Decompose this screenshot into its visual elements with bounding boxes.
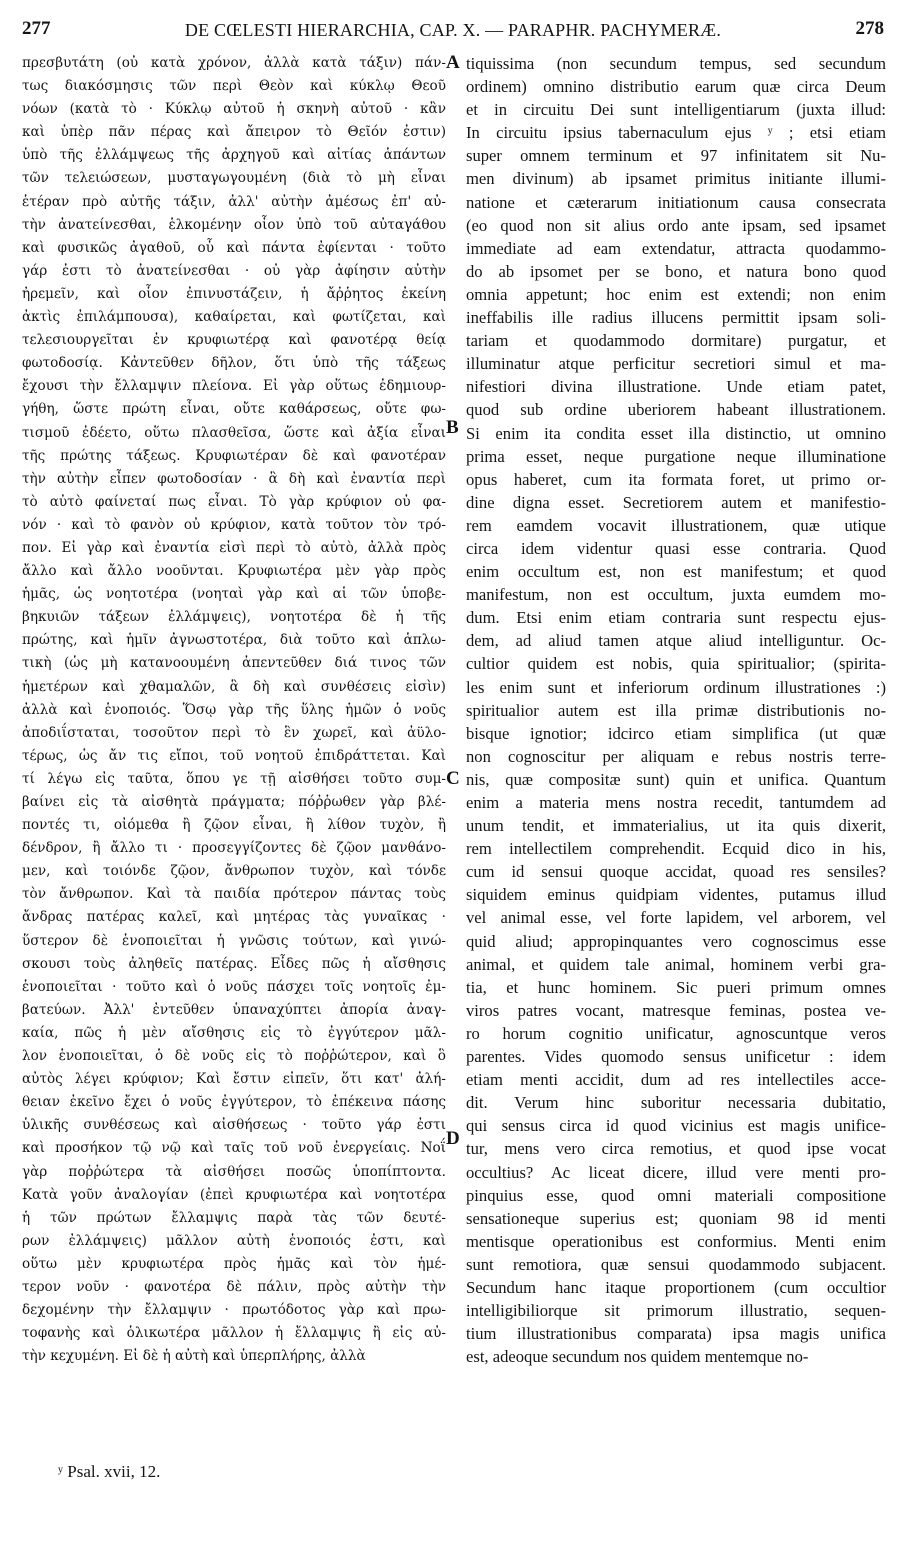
latin-text-line: nis, quæ compositæ sunt) quin et unifica. Quantum xyxy=(466,769,886,789)
latin-text-line: etiam menti accidit, dum ad res intellectiles acce- xyxy=(466,1070,886,1090)
running-title: DE CŒLESTI HIERARCHIA, CAP. X. — PARAPHR. PACHYMERÆ. xyxy=(184,20,722,40)
latin-text-line: tia, et hunc hominem. Sic pueri primum omnes xyxy=(466,977,886,997)
section-marker-b: B xyxy=(446,417,459,438)
greek-text-line: ἔχουσι τὴν ἔλλαμψιν πλείονα. Εἰ γὰρ οὕτως ἐδημιουρ- xyxy=(22,378,446,395)
latin-text-line: In circuitu ipsius tabernaculum ejus ʸ ; etsi etiam xyxy=(466,123,886,143)
greek-text-line: θειαν ἐκεῖνο ἔχει ὁ νοῦς ἐγγύτερον, τὸ ἐπέκεινα πάσης xyxy=(22,1094,446,1111)
greek-text-line: τί λέγω εἰς ταῦτα, ὅπου γε τῇ αἰσθήσει τοῦτο συμ- xyxy=(22,770,446,787)
latin-text-line: omnia appetunt; hoc enim est extendi; non enim xyxy=(466,284,886,304)
latin-text-line: vel animal esse, vel forte lapidem, vel arborem, vel xyxy=(466,908,886,928)
latin-text-line: sunt remotiora, quæ sensui quodammodo subjacent. xyxy=(466,1254,886,1274)
latin-text-line: non cognoscitur per aliquam e rebus nostris terre- xyxy=(466,746,886,766)
greek-text-line: τὴν κεχυμένη. Εἰ δὲ ἡ αὐτὴ καὶ ὑπερπλήρης, ἀλλὰ xyxy=(22,1348,366,1365)
latin-text-line: unum tendit, et immaterialius, ut ita quis dixerit, xyxy=(466,816,886,836)
greek-text-line: δεχομένην τὴν ἔλλαμψιν · πρωτόδοτος γὰρ καὶ πρω- xyxy=(22,1302,446,1319)
latin-text-line: rem eamdem vocavit illustrationem, quæ utique xyxy=(466,515,886,535)
latin-text-line: siquidem eminus quidpiam videntes, putamus illud xyxy=(466,885,886,905)
greek-text-line: καὶ φυσικῶς ἀγαθοῦ, οὗ καὶ πάντα ἐφίενται · τοῦτο xyxy=(22,239,446,256)
greek-text-line: ὕστερον δὲ ἑνοποιεῖται ἡ γνῶσις τούτων, καὶ γινώ- xyxy=(22,932,446,949)
greek-text-line: λον ἑνοποιεῖται, ὁ δὲ νοῦς εἰς τὸ ποῤῥώτερον, καὶ ὃ xyxy=(22,1048,446,1065)
greek-text-line: καὶ ὑπὲρ πᾶν πέρας καὶ ἄπειρον τὸ Θεῖόν ἐστιν) xyxy=(22,124,446,141)
greek-text-line: ἄλλο καὶ ἄλλο νοοῦνται. Κρυφιωτέρα μὲν γὰρ πρὸς xyxy=(22,563,446,580)
greek-text-line: νόων (κατὰ τὸ · Κύκλῳ αὐτοῦ ἡ σκηνὴ αὐτοῦ · κἂν xyxy=(22,101,446,118)
greek-text-line: τῶν τελειώσεων, μυσταγωγουμένη (διὰ τὸ μὴ εἶναι xyxy=(22,170,446,187)
latin-text-line: ineffabilis ille radius illucens permittit ipsam soli- xyxy=(466,308,886,328)
latin-text-line: tariam et quodammodo dormitare) purgatur, et xyxy=(466,331,886,351)
greek-text-line: ὑπὸ τῆς ἐλλάμψεως τῆς ἀρχηγοῦ καὶ αἰτίας ἁπάντων xyxy=(22,147,446,164)
greek-text-line: καία, πῶς ἡ μὲν αἴσθησις εἰς τὸ ἐγγύτερον μᾶλ- xyxy=(22,1024,446,1041)
section-marker-c: C xyxy=(446,768,460,789)
greek-text-line: γὰρ ποῤῥώτερα τὰ αἰσθήσει ποσῶς ὑποπίπτοντα. xyxy=(22,1163,446,1180)
latin-text-line: quid aliud; appropinquantes vero cognoscimus esse xyxy=(466,931,886,951)
greek-text-line: τὴν ἀνατείνεσθαι, ἑλκομένην οἷον ὑπὸ τοῦ αὐταγάθου xyxy=(22,216,446,233)
latin-text-line: mentisque operationibus est conformius. Menti enim xyxy=(466,1231,886,1251)
greek-text-line: οὕτω μὲν κρυφιωτέρα πρὸς ἡμᾶς καὶ τὸν ἡμέ- xyxy=(22,1255,446,1272)
greek-text-line: τὸ αὐτὸ φαίνεταί πως εἶναι. Τὸ γὰρ κρύφιον οὐ φα- xyxy=(22,493,446,510)
greek-text-line: αὐτὸς λέγει κρύφιον; Καὶ ἔστιν εἰπεῖν, ὅτι κατ' ἀλή- xyxy=(22,1071,446,1088)
greek-text-line: τισμοῦ ἐδέετο, οὕτω πλασθεῖσα, ὥστε καὶ ἀξία εἶναι xyxy=(22,424,446,441)
latin-text-line: (eo quod non sit alius ordo ante ipsam, sed ipsamet xyxy=(466,215,886,235)
latin-text-line: tium illustrationibus comparata) ipsa magis unifica xyxy=(466,1324,886,1344)
latin-text-line: qui sensus circa id quod vicinius est magis unifice- xyxy=(466,1116,886,1136)
latin-text-line: animal, et quidem tale animal, hominem verbi gra- xyxy=(466,954,886,974)
greek-text-line: ἑνοποιεῖται · τοῦτο καὶ ὁ νοῦς πάσχει τοῖς νοητοῖς ἐμ- xyxy=(22,978,446,995)
greek-column xyxy=(22,52,446,1452)
latin-text-line: pinquius esse, quod omni materiali compositione xyxy=(466,1185,886,1205)
latin-text-line: Secundum hanc itaque proportionem (cum occultior xyxy=(466,1277,886,1297)
section-marker-a: A xyxy=(446,52,460,73)
greek-text-line: ἀκτὶς ἐπιλάμπουσα), καθαίρεται, καὶ φωτίζεται, καὶ xyxy=(22,309,446,326)
greek-text-line: πον. Εἰ γὰρ καὶ ἐναντία εἰσὶ περὶ τὸ αὐτὸ, ἀλλὰ πρὸς xyxy=(22,539,446,556)
greek-text-line: ἡ τῶν πρώτων ἔλλαμψις παρὰ τὰς τῶν δευτέ- xyxy=(22,1209,446,1226)
latin-text-line: ordinem) omnino distributio earum quæ circa Deum xyxy=(466,77,886,97)
latin-text-line: cultior quidem est nobis, quia spiritualior; (spirita- xyxy=(466,654,886,674)
greek-text-line: τὸν ἄνθρωπον. Καὶ τὰ παιδία πρότερον πάντας τοὺς xyxy=(22,886,446,903)
latin-text-line: nifestiori divina illustratione. Unde etiam patet, xyxy=(466,377,886,397)
greek-text-line: Κατὰ γοῦν ἀναλογίαν (ἐπεὶ κρυφιωτέρα καὶ νοητοτέρα xyxy=(22,1186,446,1203)
greek-text-line: σκουσι τοὺς ἀληθεῖς πατέρας. Εἶδες πῶς ἡ αἴσθησις xyxy=(22,955,446,972)
section-marker-d: D xyxy=(446,1128,460,1149)
greek-text-line: ἄνδρας πατέρας καλεῖ, καὶ μητέρας τὰς γυναῖκας · xyxy=(22,909,446,926)
latin-text-line: parentes. Vides quomodo sensus unificetur : idem xyxy=(466,1047,886,1067)
latin-text-line: do ab ipsomet per se bono, et natura bono quod xyxy=(466,261,886,281)
latin-text-line: occultius? Ac liceat dicere, illud vere menti pro- xyxy=(466,1162,886,1182)
greek-text-line: τερον νοῦν · φανοτέρα δὲ πάλιν, πρὸς αὐτὴν τὴν xyxy=(22,1278,446,1295)
greek-text-line: ἠρεμεῖν, καὶ οἷον ἐπινυστάζειν, ἡ ἄῤῥητος ἐκείνη xyxy=(22,285,446,302)
greek-text-line: νόν · καὶ τὸ φανὸν οὐ κρύφιον, κατὰ τοῦτον τὸν τρό- xyxy=(22,516,446,533)
latin-text-line: enim occultum est, non est manifestum; et quod xyxy=(466,562,886,582)
greek-text-line: ποντές τι, οἰόμεθα ἢ ζῷον εἶναι, ἢ λίθον τυχὸν, ἢ xyxy=(22,817,446,834)
greek-text-line: τὴν αὐτὴν εἶπεν φωτοδοσίαν · ἃ δὴ καὶ ἐναντία περὶ xyxy=(22,470,446,487)
greek-text-line: τῆς πρώτης τάξεως. Κρυφιωτέραν δὲ καὶ φανοτέραν xyxy=(22,447,446,464)
latin-text-line: Si enim ita condita esset illa distinctio, ut omnino xyxy=(466,423,886,443)
greek-text-line: γάρ ἐστι τὸ ἀνατείνεσθαι · οὐ γὰρ ἀφίησιν αὐτὴν xyxy=(22,262,446,279)
latin-text-line: cum id sensui quoque accidat, quoad res sensiles? xyxy=(466,862,886,882)
greek-text-line: ρων ἐλλάμψεις) μᾶλλον αὐτὴ ἑνοποιός ἐστι, καὶ xyxy=(22,1232,446,1249)
latin-text-line: circa idem videntur quasi esse contraria. Quod xyxy=(466,538,886,558)
latin-text-line: immediate ad eam extendatur, attracta quodammo- xyxy=(466,238,886,258)
greek-text-line: τικὴ (ὡς μὴ κατανοουμένη ἀπεντεῦθεν διά τινος τῶν xyxy=(22,655,446,672)
latin-text-line: tur, mens vero circa remotius, et quod ipse vocat xyxy=(466,1139,886,1159)
latin-text-line: tiquissima (non secundum tempus, sed secundum xyxy=(466,54,886,73)
latin-text-line: sensationeque superius est; quoniam 98 id menti xyxy=(466,1208,886,1228)
greek-text-line: καὶ προσήκον τῷ νῷ καὶ ταῖς τοῦ νοῦ ἐνεργείαις. Νοΐ xyxy=(22,1140,446,1157)
latin-text-line: quod sub ordine uberiorem habeant illustrationem. xyxy=(466,400,886,420)
greek-text-line: ὑλικῆς συνθέσεως καὶ αἰσθήσεως · τοῦτο γάρ ἐστι xyxy=(22,1117,446,1134)
latin-text-line: opus haberet, cum ita formata foret, ut primo or- xyxy=(466,469,886,489)
greek-text-line: βαίνει εἰς τὰ αἰσθητὰ πράγματα; πόῤῥωθεν γὰρ βλέ- xyxy=(22,794,446,810)
latin-text-line: est, adeoque secundum nos quidem mentemque no- xyxy=(466,1347,809,1367)
latin-text-line: et in circuitu Dei sunt intelligentiarum (juxta illud: xyxy=(466,100,886,120)
latin-text-line: rem intellectilem comprehendit. Ecquid dico in his, xyxy=(466,839,886,859)
greek-text-line: πρεσβυτάτη (οὐ κατὰ χρόνον, ἀλλὰ κατὰ τάξιν) πάν- xyxy=(22,55,446,71)
footnote: ʸ Psal. xvii, 12. xyxy=(58,1462,161,1481)
greek-text-line: πρώτης, καὶ ἡμῖν ἀγνωστοτέρα, διὰ τοῦτο καὶ ἁπλω- xyxy=(22,632,446,649)
latin-text-line: viros patres vocant, matresque feminas, postea ve- xyxy=(466,1000,886,1020)
latin-text-line: manifestum, non est occultum, juxta eumdem mo- xyxy=(466,585,886,605)
greek-text-line: τως διακόσμησις τῶν περὶ Θεὸν καὶ κύκλῳ Θεοῦ xyxy=(22,78,446,95)
greek-text-line: μεν, καὶ τοιόνδε ζῷον, ἄνθρωπον τυχὸν, καὶ τόνδε xyxy=(22,863,446,880)
latin-text-line: spiritualior autem est illa primæ distributionis no- xyxy=(466,700,886,720)
page-number-left: 277 xyxy=(22,18,51,39)
greek-text-line: ἡμετέρων καὶ χθαμαλῶν, ἃ δὴ καὶ συνθέσεις εἰσὶν) xyxy=(22,678,446,695)
greek-text-line: ἀποδιΐσταται, τοσοῦτον περὶ τὸ ἓν χωρεῖ, καὶ ἀϋλο- xyxy=(22,724,446,741)
latin-text-line: natione et cæterarum initiationum causa consecrata xyxy=(466,192,886,212)
greek-text-line: γήθη, ὥστε πρώτη εἶναι, οὔτε καθάρσεως, οὔτε φω- xyxy=(22,401,446,418)
greek-text-line: τοφανὴς καὶ ὁλικωτέρα μᾶλλον ἡ ἔλλαμψις ἢ εἰς αὐ- xyxy=(22,1325,446,1342)
greek-text-line: τελεσιουργεῖται ἐν κρυφιωτέρᾳ καὶ φανοτέρᾳ θείᾳ xyxy=(22,332,446,349)
latin-column xyxy=(466,52,886,1452)
latin-text-line: dum. Etsi enim etiam contraria sunt respectu ejus- xyxy=(466,608,886,628)
greek-text-line: τέρως, ὡς ἄν τις εἴποι, τοῦ νοητοῦ ἐπιδράττεται. Καὶ xyxy=(22,747,446,764)
latin-text-line: ro horum cognitio unificatur, agnoscuntque veros xyxy=(466,1023,886,1043)
greek-text-line: βατεύων. Ἀλλ' ἐντεῦθεν ὑπαναχύπτει ἀπορία ἀναγ- xyxy=(22,1001,446,1018)
latin-text-line: dine digna esset. Secretiorem autem et manifestio- xyxy=(466,492,886,512)
latin-text-line: bisque ignotior; idcirco etiam simplifica (ut quæ xyxy=(466,723,886,743)
latin-text-line: enim a materia mens nostra recedit, tantumdem ad xyxy=(466,793,886,812)
running-header xyxy=(22,18,884,48)
latin-text-line: intelligibiliorque sit primorum illustratio, sequen- xyxy=(466,1301,886,1321)
greek-text-line: ἑτέραν πρὸ αὐτῆς τάξιν, ἀλλ' αὐτὴν ἀμέσως ἐπ' αὐ- xyxy=(22,193,446,210)
latin-text-line: les enim sunt et inferiorum ordinum illustrationes :) xyxy=(466,677,886,697)
latin-text-line: super omnem terminum et 97 infinitatem sit Nu- xyxy=(466,146,886,166)
greek-text-line: ἡμᾶς, ὡς νοητοτέρα (νοηταὶ γὰρ καὶ αἱ τῶν ὑποβε- xyxy=(22,586,446,603)
greek-text-line: βηκυιῶν τάξεων ἐλλάμψεις), νοητοτέρα δὲ ἡ τῆς xyxy=(22,609,446,626)
latin-text-line: men divinum) ab ipsamet primitus initiante illumi- xyxy=(466,169,886,189)
greek-text-line: φωτοδοσίᾳ. Κἀντεῦθεν δῆλον, ὅτι ὑπὸ τῆς τάξεως xyxy=(22,355,446,372)
latin-text-line: dem, ad aliud tamen atque aliud intelliguntur. Oc- xyxy=(466,631,886,651)
latin-text-line: illuminatur atque perficitur secretiori simul et ma- xyxy=(466,354,886,374)
latin-text-line: prima esset, neque purgatione neque illuminatione xyxy=(466,446,886,466)
greek-text-line: ἀλλὰ καὶ ἑνοποιός. Ὅσῳ γὰρ τῆς ὕλης ἡμῶν ὁ νοῦς xyxy=(22,701,446,718)
latin-text-line: dit. Verum hinc suboritur necessaria dubitatio, xyxy=(466,1093,886,1113)
greek-text-line: δένδρον, ἢ ἄλλο τι · προσεγγίζοντες δὲ ζῷον μανθάνο- xyxy=(22,840,446,857)
page-number-right: 278 xyxy=(855,18,884,39)
